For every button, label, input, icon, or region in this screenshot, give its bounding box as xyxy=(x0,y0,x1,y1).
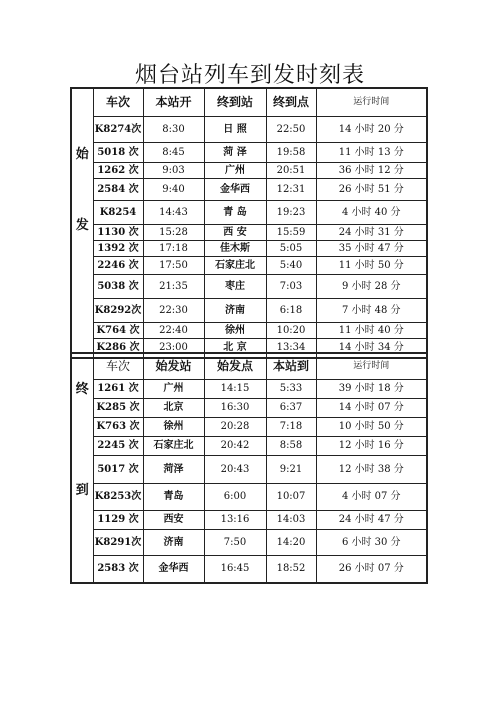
origin: 徐州 xyxy=(143,417,204,436)
duration: 6 小时 30 分 xyxy=(316,529,427,555)
origin: 菏泽 xyxy=(143,455,204,483)
arrive-time: 6:37 xyxy=(266,398,316,417)
header-destination: 终到站 xyxy=(204,88,266,116)
arrive-time: 18:52 xyxy=(266,555,316,583)
destination: 佳木斯 xyxy=(204,240,266,256)
duration: 26 小时 07 分 xyxy=(316,555,427,583)
table-row xyxy=(71,224,427,240)
arrive-time: 13:34 xyxy=(266,338,316,358)
duration: 12 小时 16 分 xyxy=(316,436,427,455)
origin-time: 7:50 xyxy=(204,529,266,555)
departures-table xyxy=(70,87,428,359)
duration: 14 小时 20 分 xyxy=(316,116,427,142)
header-arrive-time: 本站到 xyxy=(266,353,316,379)
origin: 广州 xyxy=(143,379,204,398)
arrive-time: 12:31 xyxy=(266,178,316,200)
origin: 石家庄北 xyxy=(143,436,204,455)
train-number: K764 次 xyxy=(93,322,143,338)
destination: 菏 泽 xyxy=(204,142,266,162)
origin-time: 6:00 xyxy=(204,483,266,510)
duration: 36 小时 12 分 xyxy=(316,162,427,178)
arrive-time: 6:18 xyxy=(266,298,316,322)
section-char: 发 xyxy=(75,218,89,233)
train-number: K285 次 xyxy=(93,398,143,417)
arrive-time: 7:18 xyxy=(266,417,316,436)
train-number: 5017 次 xyxy=(93,455,143,483)
duration: 9 小时 28 分 xyxy=(316,274,427,298)
header-depart-time: 本站开 xyxy=(143,88,204,116)
section-char: 终 xyxy=(75,382,89,397)
arrive-time: 9:21 xyxy=(266,455,316,483)
depart-time: 9:40 xyxy=(143,178,204,200)
origin: 金华西 xyxy=(143,555,204,583)
depart-time: 17:18 xyxy=(143,240,204,256)
arrive-time: 15:59 xyxy=(266,224,316,240)
arrive-time: 14:20 xyxy=(266,529,316,555)
duration: 11 小时 50 分 xyxy=(316,256,427,274)
destination: 西 安 xyxy=(204,224,266,240)
origin: 西安 xyxy=(143,510,204,529)
duration: 24 小时 47 分 xyxy=(316,510,427,529)
depart-time: 15:28 xyxy=(143,224,204,240)
duration: 4 小时 07 分 xyxy=(316,483,427,510)
arrive-time: 8:58 xyxy=(266,436,316,455)
duration: 14 小时 07 分 xyxy=(316,398,427,417)
header-train: 车次 xyxy=(93,88,143,116)
duration: 7 小时 48 分 xyxy=(316,298,427,322)
table-row xyxy=(71,379,427,398)
origin: 济南 xyxy=(143,529,204,555)
origin-time: 16:30 xyxy=(204,398,266,417)
header-origin: 始发站 xyxy=(143,353,204,379)
origin: 青岛 xyxy=(143,483,204,510)
depart-time: 22:40 xyxy=(143,322,204,338)
section-char: 始 xyxy=(75,147,89,162)
arrive-time: 5:05 xyxy=(266,240,316,256)
train-number: K8292次 xyxy=(93,298,143,322)
table-row xyxy=(71,529,427,555)
duration: 14 小时 34 分 xyxy=(316,338,427,358)
train-number: 1129 次 xyxy=(93,510,143,529)
arrive-time: 19:58 xyxy=(266,142,316,162)
arrive-time: 5:40 xyxy=(266,256,316,274)
destination: 枣庄 xyxy=(204,274,266,298)
train-number: 1130 次 xyxy=(93,224,143,240)
duration: 11 小时 13 分 xyxy=(316,142,427,162)
table-row xyxy=(71,417,427,436)
train-number: 2246 次 xyxy=(93,256,143,274)
depart-time: 23:00 xyxy=(143,338,204,358)
table-row xyxy=(71,483,427,510)
table-row xyxy=(71,116,427,142)
origin-time: 14:15 xyxy=(204,379,266,398)
duration: 35 小时 47 分 xyxy=(316,240,427,256)
arrive-time: 10:07 xyxy=(266,483,316,510)
duration: 4 小时 40 分 xyxy=(316,200,427,224)
train-number: K8253次 xyxy=(93,483,143,510)
duration: 39 小时 18 分 xyxy=(316,379,427,398)
origin-time: 20:42 xyxy=(204,436,266,455)
table-row xyxy=(71,398,427,417)
depart-time: 21:35 xyxy=(143,274,204,298)
header-origin-time: 始发点 xyxy=(204,353,266,379)
destination: 徐州 xyxy=(204,322,266,338)
train-number: 1392 次 xyxy=(93,240,143,256)
destination: 广州 xyxy=(204,162,266,178)
destination: 日 照 xyxy=(204,116,266,142)
table-row xyxy=(71,200,427,224)
train-number: 5038 次 xyxy=(93,274,143,298)
destination: 济南 xyxy=(204,298,266,322)
duration: 24 小时 31 分 xyxy=(316,224,427,240)
table-row xyxy=(71,436,427,455)
arrive-time: 7:03 xyxy=(266,274,316,298)
duration: 11 小时 40 分 xyxy=(316,322,427,338)
arrive-time: 5:33 xyxy=(266,379,316,398)
arrive-time: 19:23 xyxy=(266,200,316,224)
header-train: 车次 xyxy=(93,353,143,379)
train-number: K763 次 xyxy=(93,417,143,436)
departures-section-label xyxy=(71,88,93,358)
table-row xyxy=(71,555,427,583)
destination: 北 京 xyxy=(204,338,266,358)
origin: 北京 xyxy=(143,398,204,417)
table-row xyxy=(71,256,427,274)
header-arrive-time: 终到点 xyxy=(266,88,316,116)
train-number: 2583 次 xyxy=(93,555,143,583)
train-number: K8274次 xyxy=(93,116,143,142)
depart-time: 9:03 xyxy=(143,162,204,178)
origin-time: 20:28 xyxy=(204,417,266,436)
train-number: K286 次 xyxy=(93,338,143,358)
table-row xyxy=(71,162,427,178)
destination: 石家庄北 xyxy=(204,256,266,274)
depart-time: 14:43 xyxy=(143,200,204,224)
train-number: 1262 次 xyxy=(93,162,143,178)
header-duration: 运行时间 xyxy=(316,88,427,116)
train-number: 1261 次 xyxy=(93,379,143,398)
arrivals-section-label xyxy=(71,353,93,583)
arrive-time: 20:51 xyxy=(266,162,316,178)
duration: 12 小时 38 分 xyxy=(316,455,427,483)
page-title: 烟台站列车到发时刻表 xyxy=(134,63,365,88)
arrivals-table xyxy=(70,352,428,584)
arrive-time: 22:50 xyxy=(266,116,316,142)
train-number: 2584 次 xyxy=(93,178,143,200)
duration: 26 小时 51 分 xyxy=(316,178,427,200)
arrive-time: 10:20 xyxy=(266,322,316,338)
train-number: 5018 次 xyxy=(93,142,143,162)
depart-time: 17:50 xyxy=(143,256,204,274)
train-number: K8254 xyxy=(93,200,143,224)
depart-time: 8:30 xyxy=(143,116,204,142)
duration: 10 小时 50 分 xyxy=(316,417,427,436)
table-row xyxy=(71,510,427,529)
table-row xyxy=(71,298,427,322)
origin-time: 16:45 xyxy=(204,555,266,583)
header-duration: 运行时间 xyxy=(316,353,427,379)
table-row xyxy=(71,322,427,338)
destination: 青 岛 xyxy=(204,200,266,224)
origin-time: 13:16 xyxy=(204,510,266,529)
train-number: K8291次 xyxy=(93,529,143,555)
origin-time: 20:43 xyxy=(204,455,266,483)
table-row xyxy=(71,142,427,162)
destination: 金华西 xyxy=(204,178,266,200)
table-row xyxy=(71,240,427,256)
depart-time: 8:45 xyxy=(143,142,204,162)
depart-time: 22:30 xyxy=(143,298,204,322)
train-number: 2245 次 xyxy=(93,436,143,455)
section-char: 到 xyxy=(75,483,89,498)
table-row xyxy=(71,455,427,483)
table-row xyxy=(71,274,427,298)
arrive-time: 14:03 xyxy=(266,510,316,529)
table-row xyxy=(71,178,427,200)
